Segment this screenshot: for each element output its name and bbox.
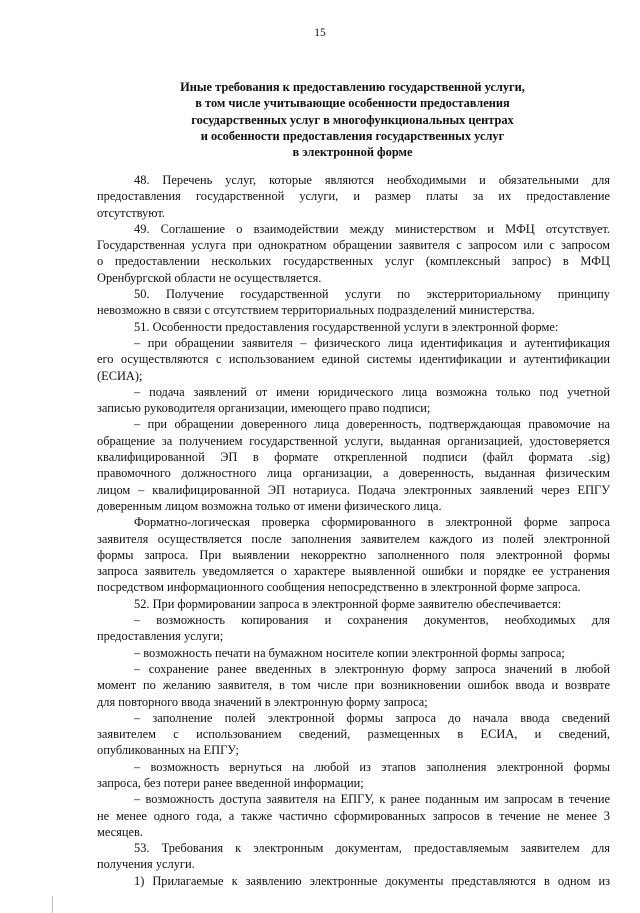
text-line: правомочного должностного лица организации, а доверенность, выданная физическим [97,466,610,481]
text-line: момент по желанию заявителя, в том числе при возникновении ошибок ввода и возврате [97,678,610,693]
heading-line: в том числе учитывающие особенности предоставления [195,96,510,111]
text-line: посредством информационного сообщения непосредственно в электронной форме запроса. [97,580,581,595]
text-line: Государственная услуга при однократном обращении заявителя с запросом или с запросом [97,238,610,253]
text-line: предоставления государственной услуги, и размер платы за их предоставление [97,189,610,204]
text-line: получения услуги. [97,857,195,872]
text-line: – возможность печати на бумажном носителе копии электронной формы запроса; [134,645,565,660]
text-line: 1) Прилагаемые к заявлению электронные документы представляются в одном из [134,873,610,888]
text-line: – возможность доступа заявителя на ЕПГУ, к ранее поданным им запросам в течение [134,792,610,807]
text-line: для повторного ввода значений в электронную форму запроса; [97,694,428,709]
page-number: 15 [314,27,326,39]
heading-line: в электронной форме [292,145,413,160]
text-line: Оренбургской области не осуществляется. [97,270,322,285]
text-line: – возможность вернуться на любой из этапов заполнения электронной формы [134,759,610,774]
text-line: – при обращении доверенного лица доверенность, подтверждающая правомочие на [134,417,610,432]
heading-line: Иные требования к предоставлению государственной услуги, [180,80,525,94]
text-line: запроса заявитель уведомляется о характере выявленной ошибки и порядке ее устранения [97,564,610,579]
text-line: 49. Соглашение о взаимодействии между министерством и МФЦ отсутствует. [134,221,610,236]
text-line: обращение за получением государственной услуги, выданная организацией, удостоверяется [97,433,610,448]
text-line: – подача заявлений от имени юридического лица возможна только под учетной [134,384,610,399]
text-line: 53. Требования к электронным документам, предоставляемым заявителем для [134,841,610,856]
text-line: запроса, без потери ранее введенной информации; [97,775,364,790]
text-line: – заполнение полей электронной формы запроса до начала ввода сведений [134,710,610,725]
text-line: лицом – квалифицированной ЭП нотариуса. Подача электронных заявлений через ЕПГУ [97,482,610,497]
text-line: (ЕСИА); [97,368,143,383]
text-line: не менее одного года, а также частично сформированных запросов в течение не менее 3 [97,808,610,823]
text-line: опубликованных на ЕПГУ; [97,743,239,758]
text-line: формы запроса. При выявлении некорректно заполненного поля электронной формы [97,547,610,562]
text-line: 48. Перечень услуг, которые являются необходимыми и обязательными для [134,173,610,187]
text-line: невозможно в связи с отсутствием территориальных подразделений министерства. [97,303,535,318]
text-line: месяцев. [97,824,143,839]
text-line: – возможность копирования и сохранения документов, необходимых для [134,613,610,628]
text-line: 50. Получение государственной услуги по экстерриториальному принципу [134,287,610,302]
text-line: отсутствуют. [97,205,165,220]
text-line: 52. При формировании запроса в электронной форме заявителю обеспечивается: [134,596,562,611]
section-heading [80,79,625,160]
text-line: о предоставлении нескольких государственных услуг (комплексный запрос) в МФЦ [97,254,610,269]
text-line: заявителем с использованием сведений, размещенных в ЕСИА, и сведений, [97,727,610,742]
text-line: записью руководителя организации, имеющего право подписи; [97,401,431,416]
text-line: – при обращении заявителя – физического лица идентификация и аутентификация [134,335,610,350]
text-line: – сохранение ранее введенных в электронную форму запроса значений в любой [134,661,610,676]
text-line: предоставления услуги; [97,629,224,644]
heading-line: и особенности предоставления государственных услуг [200,128,505,143]
text-line: 51. Особенности предоставления государственной услуги в электронной форме: [134,319,559,334]
text-line: его осуществляются с использованием единой системы идентификации и аутентификации [97,352,610,367]
document-body [97,172,610,889]
text-line: квалифицированной ЭП в формате открепленной подписи (файл формата .sig) [97,450,610,465]
text-line: доверенным лицом возможна только от имени физического лица. [97,498,442,513]
scan-margin-mark [52,896,53,913]
text-line: Форматно-логическая проверка сформированного в электронной форме запроса [134,515,610,530]
text-line: заявителя осуществляется после заполнения заявителем каждого из полей электронной [97,531,610,546]
heading-line: государственных услуг в многофункциональных центрах [191,112,514,127]
